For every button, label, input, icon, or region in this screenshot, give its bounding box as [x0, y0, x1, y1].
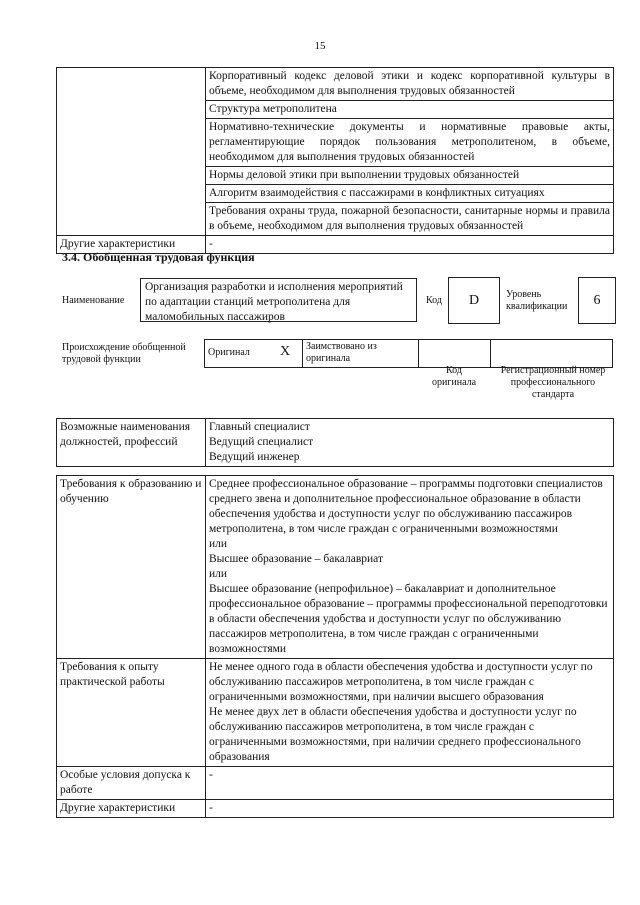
code-value: D [448, 277, 500, 324]
education-line: или [209, 538, 228, 550]
table-row [57, 659, 614, 767]
knowledge-item: Корпоративный кодекс деловой этики и кодекс корпоративной культуры в объеме, необходимом для выполнения трудовых обязанностей [206, 68, 614, 101]
position-item: Главный специалист [209, 421, 310, 433]
other-value: - [206, 236, 614, 254]
code-original-caption: Код оригинала [431, 365, 477, 388]
table-row [57, 800, 614, 818]
education-line: или [209, 568, 228, 580]
education-values [206, 476, 614, 659]
table-row [57, 476, 614, 659]
divider [204, 340, 205, 367]
other-value: - [206, 800, 614, 818]
table-row [57, 68, 614, 101]
positions-values [206, 419, 614, 467]
positions-table [56, 418, 614, 467]
section-heading: 3.4. Обобщенная трудовая функция [62, 250, 255, 264]
origin-row [204, 339, 613, 368]
knowledge-item: Структура метрополитена [206, 101, 614, 119]
divider [418, 340, 419, 367]
level-label: Уровень квалификации [506, 289, 568, 312]
code-label: Код [426, 295, 442, 306]
original-label: Оригинал [208, 347, 250, 358]
original-mark: X [280, 344, 291, 359]
other-label: Другие характеристики [57, 236, 206, 254]
position-item: Ведущий инженер [209, 451, 300, 463]
table-row [57, 767, 614, 800]
position-item: Ведущий специалист [209, 436, 314, 448]
experience-values [206, 659, 614, 767]
level-value: 6 [578, 277, 616, 324]
education-line: Среднее профессиональное образование – программы подготовки специалистов среднего звена и дополнительное профессиональное образование в области обеспечения удобства и доступности услуг по обслуживанию пассажиров метрополитена, в том числе граждан с ограниченными возможностями [209, 478, 603, 535]
origin-label: Происхождение обобщенной трудовой функции [62, 342, 186, 365]
divider [612, 340, 613, 367]
special-conditions-value: - [206, 767, 614, 800]
divider [302, 340, 303, 367]
experience-line: Не менее одного года в области обеспечения удобства и доступности услуг по обслуживанию пассажиров метрополитена, в том числе граждан с ограниченными возможностями, при наличии высшего образования [209, 661, 593, 703]
knowledge-item: Алгоритм взаимодействия с пассажирами в конфликтных ситуациях [206, 185, 614, 203]
knowledge-item: Требования охраны труда, пожарной безопасности, санитарные нормы и правила в объеме, необходимом для выполнения трудовых обязанностей [206, 203, 614, 236]
name-value: Организация разработки и исполнения мероприятий по адаптации станций метрополитена для маломобильных пассажиров [140, 278, 417, 322]
experience-label: Требования к опыту практической работы [57, 659, 206, 767]
other-label: Другие характеристики [57, 800, 206, 818]
table-row [57, 419, 614, 467]
borrowed-label: Заимствовано из оригинала [306, 341, 377, 364]
requirements-table [56, 475, 614, 818]
education-label: Требования к образованию и обучению [57, 476, 206, 659]
education-line: Высшее образование – бакалавриат [209, 553, 383, 565]
knowledge-item: Нормы деловой этики при выполнении трудовых обязанностей [206, 167, 614, 185]
special-conditions-label: Особые условия допуска к работе [57, 767, 206, 800]
experience-line: Не менее двух лет в области обеспечения удобства и доступности услуг по обслуживанию пассажиров метрополитена, в том числе граждан с ограниченными возможностями, при наличии среднего профессионального образования [209, 706, 581, 763]
reg-number-caption: Регистрационный номер профессионального стандарта [500, 365, 606, 400]
divider [490, 340, 491, 367]
knowledge-table [56, 67, 614, 254]
education-line: Высшее образование (непрофильное) – бакалавриат и дополнительное профессиональное образование – программы профессиональной переподготовки в области обеспечения удобства и доступности услуг по обслуживанию пассажиров метрополитена, в том числе граждан с ограниченными возможностями [209, 583, 608, 655]
name-label: Наименование [62, 295, 125, 306]
positions-label: Возможные наименования должностей, профессий [57, 419, 206, 467]
empty-label-cell [57, 68, 206, 236]
page-number: 15 [314, 40, 326, 52]
knowledge-item: Нормативно-технические документы и нормативные правовые акты, регламентирующие порядок пользования метрополитеном, в объеме, необходимом для выполнения трудовых обязанностей [206, 119, 614, 167]
